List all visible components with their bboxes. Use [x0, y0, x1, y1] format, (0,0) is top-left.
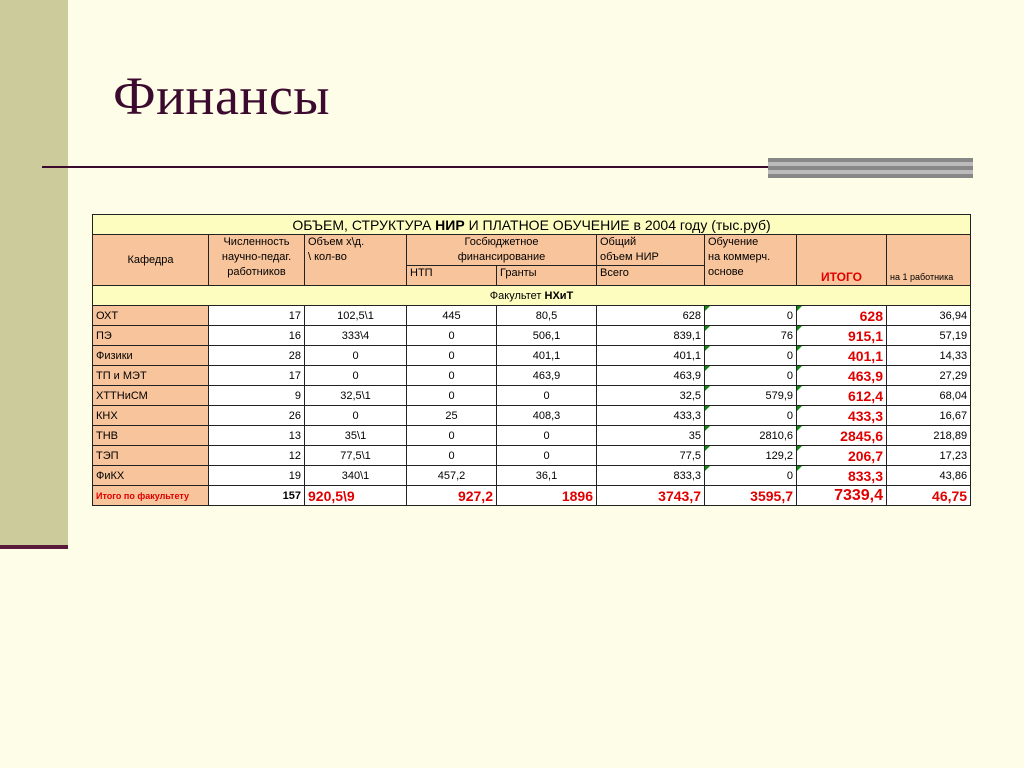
- cell-count: 17: [209, 366, 305, 386]
- header-row-1: [93, 235, 971, 266]
- cell-na1: 68,04: [887, 386, 971, 406]
- cell-obuch: 0: [705, 466, 797, 486]
- caption-bold: НИР: [435, 216, 465, 233]
- cell-na1: 17,23: [887, 446, 971, 466]
- cell-obuch: 2810,6: [705, 426, 797, 446]
- table-row: [93, 306, 971, 326]
- cell-vsego: 32,5: [597, 386, 705, 406]
- cell-ntp: 445: [407, 306, 497, 326]
- table-row: [93, 466, 971, 486]
- cell-obuch: 129,2: [705, 446, 797, 466]
- cell-vsego: 401,1: [597, 346, 705, 366]
- title-divider: [42, 166, 770, 168]
- cell-name: ХТТНиСМ: [93, 386, 209, 406]
- cell-obuch: 0: [705, 346, 797, 366]
- header-vsego: Всего: [597, 266, 705, 286]
- cell-count: 9: [209, 386, 305, 406]
- cell-ntp: 0: [407, 386, 497, 406]
- cell-vsego: 463,9: [597, 366, 705, 386]
- cell-count: 26: [209, 406, 305, 426]
- cell-name: КНХ: [93, 406, 209, 426]
- table-row: [93, 426, 971, 446]
- table-row: [93, 386, 971, 406]
- cell-obem: 35\1: [305, 426, 407, 446]
- cell-na1: 57,19: [887, 326, 971, 346]
- cell-granty: 80,5: [497, 306, 597, 326]
- cell-na1: 27,29: [887, 366, 971, 386]
- cell-name: ФиКХ: [93, 466, 209, 486]
- cell-ntp: 457,2: [407, 466, 497, 486]
- total-count: 157: [209, 486, 305, 506]
- cell-itogo: 833,3: [797, 466, 887, 486]
- cell-itogo: 463,9: [797, 366, 887, 386]
- table-row: [93, 366, 971, 386]
- cell-obuch: 0: [705, 306, 797, 326]
- cell-name: Физики: [93, 346, 209, 366]
- cell-vsego: 839,1: [597, 326, 705, 346]
- cell-granty: 408,3: [497, 406, 597, 426]
- header-ntp: НТП: [407, 266, 497, 286]
- cell-itogo: 433,3: [797, 406, 887, 426]
- cell-granty: 401,1: [497, 346, 597, 366]
- cell-obem: 0: [305, 406, 407, 426]
- cell-vsego: 77,5: [597, 446, 705, 466]
- cell-granty: 0: [497, 446, 597, 466]
- header-na1: на 1 работника: [887, 235, 971, 286]
- cell-itogo: 612,4: [797, 386, 887, 406]
- cell-itogo: 915,1: [797, 326, 887, 346]
- total-row: [93, 486, 971, 506]
- total-obem: 920,5\9: [305, 486, 407, 506]
- total-itogo: 7339,4: [797, 486, 887, 506]
- cell-obem: 0: [305, 366, 407, 386]
- header-itogo: ИТОГО: [797, 235, 887, 286]
- table-row: [93, 346, 971, 366]
- cell-obem: 102,5\1: [305, 306, 407, 326]
- cell-ntp: 25: [407, 406, 497, 426]
- table-row: [93, 446, 971, 466]
- total-ntp: 927,2: [407, 486, 497, 506]
- cell-obem: 32,5\1: [305, 386, 407, 406]
- total-na1: 46,75: [887, 486, 971, 506]
- cell-name: ОХТ: [93, 306, 209, 326]
- left-decor-bar: [0, 0, 68, 545]
- total-name: Итого по факультету: [93, 486, 209, 506]
- cell-obem: 340\1: [305, 466, 407, 486]
- table-caption-row: [93, 215, 971, 235]
- cell-itogo: 401,1: [797, 346, 887, 366]
- cell-ntp: 0: [407, 346, 497, 366]
- table-body: [93, 306, 971, 486]
- cell-obem: 333\4: [305, 326, 407, 346]
- cell-na1: 16,67: [887, 406, 971, 426]
- cell-ntp: 0: [407, 446, 497, 466]
- header-kafedra: Кафедра: [93, 235, 209, 286]
- total-obuch: 3595,7: [705, 486, 797, 506]
- cell-count: 28: [209, 346, 305, 366]
- cell-na1: 14,33: [887, 346, 971, 366]
- cell-name: ТП и МЭТ: [93, 366, 209, 386]
- cell-count: 12: [209, 446, 305, 466]
- cell-name: ПЭ: [93, 326, 209, 346]
- cell-ntp: 0: [407, 366, 497, 386]
- caption-text-end: И ПЛАТНОЕ ОБУЧЕНИЕ в 2004 году (тыс.руб): [464, 216, 771, 233]
- total-vsego: 3743,7: [597, 486, 705, 506]
- faculty-row: [93, 286, 971, 306]
- cell-granty: 0: [497, 426, 597, 446]
- cell-vsego: 628: [597, 306, 705, 326]
- cell-na1: 43,86: [887, 466, 971, 486]
- header-obem: Объем х\д. \ кол-во: [305, 235, 407, 286]
- cell-itogo: 206,7: [797, 446, 887, 466]
- cell-obuch: 76: [705, 326, 797, 346]
- cell-count: 13: [209, 426, 305, 446]
- faculty-label: Факультет НХиТ: [93, 286, 971, 306]
- cell-granty: 36,1: [497, 466, 597, 486]
- caption-text: ОБЪЕМ, СТРУКТУРА: [292, 216, 436, 233]
- cell-ntp: 0: [407, 426, 497, 446]
- cell-itogo: 2845,6: [797, 426, 887, 446]
- left-decor-underline: [0, 545, 68, 549]
- total-granty: 1896: [497, 486, 597, 506]
- table-row: [93, 326, 971, 346]
- cell-obuch: 0: [705, 366, 797, 386]
- cell-ntp: 0: [407, 326, 497, 346]
- finance-table: [92, 214, 971, 506]
- cell-obem: 77,5\1: [305, 446, 407, 466]
- cell-name: ТНВ: [93, 426, 209, 446]
- cell-granty: 0: [497, 386, 597, 406]
- cell-vsego: 35: [597, 426, 705, 446]
- header-chislennost: Численность научно-педаг. работников: [209, 235, 305, 286]
- header-obshiy: Общий объем НИР: [597, 235, 705, 266]
- title-divider-block: [768, 158, 973, 178]
- table-caption: [93, 215, 971, 235]
- cell-count: 17: [209, 306, 305, 326]
- slide-title: Финансы: [113, 66, 331, 126]
- header-granty: Гранты: [497, 266, 597, 286]
- cell-granty: 463,9: [497, 366, 597, 386]
- cell-na1: 36,94: [887, 306, 971, 326]
- cell-itogo: 628: [797, 306, 887, 326]
- cell-obem: 0: [305, 346, 407, 366]
- cell-count: 16: [209, 326, 305, 346]
- cell-granty: 506,1: [497, 326, 597, 346]
- table-row: [93, 406, 971, 426]
- cell-vsego: 833,3: [597, 466, 705, 486]
- cell-na1: 218,89: [887, 426, 971, 446]
- header-gosbudget: Госбюджетное финансирование: [407, 235, 597, 266]
- cell-obuch: 579,9: [705, 386, 797, 406]
- cell-vsego: 433,3: [597, 406, 705, 426]
- cell-count: 19: [209, 466, 305, 486]
- header-obuchenie: Обучение на коммерч. основе: [705, 235, 797, 286]
- cell-name: ТЭП: [93, 446, 209, 466]
- cell-obuch: 0: [705, 406, 797, 426]
